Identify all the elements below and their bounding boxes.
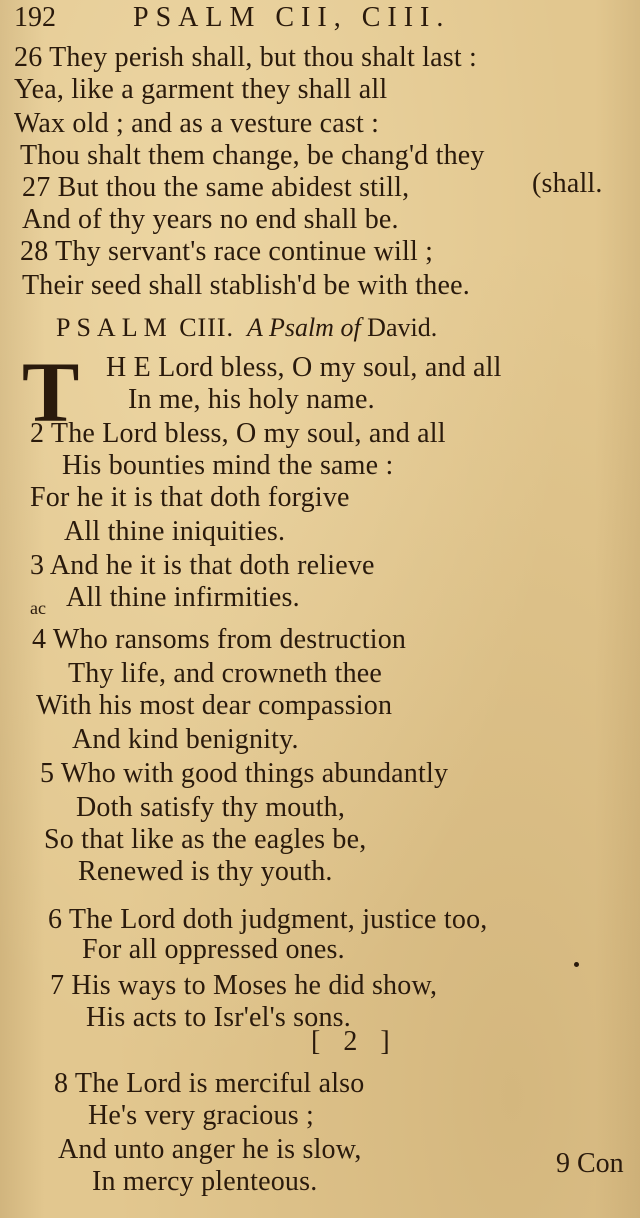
running-head: PSALM CII, CIII. (133, 2, 451, 33)
verse-line: Wax old ; and as a vesture cast : (14, 108, 380, 139)
verse-line: Thy life, and crowneth thee (68, 658, 383, 689)
catchword: 9 Con (556, 1148, 624, 1179)
page-number: 192 (14, 2, 56, 33)
psalm-number: CIII. (179, 313, 235, 342)
psalm-author: David. (367, 313, 438, 342)
verse-line: Renewed is thy youth. (78, 856, 333, 887)
verse-line: (shall. (532, 168, 603, 199)
verse-line: 2 The Lord bless, O my soul, and all (30, 418, 446, 449)
margin-mark: ac (30, 598, 46, 618)
verse-line: So that like as the eagles be, (44, 824, 367, 855)
verse-line: And unto anger he is slow, (58, 1134, 362, 1165)
ink-dot (574, 962, 579, 967)
verse-line: 4 Who ransoms from destruction (32, 624, 407, 655)
verse-line: In me, his holy name. (128, 384, 375, 415)
verse-line: Their seed shall stablish'd be with thee. (22, 270, 470, 301)
drop-cap-letter: T (22, 344, 80, 440)
psalm-103-heading (56, 312, 437, 344)
verse-line: And kind benignity. (72, 724, 299, 755)
verse-line: 7 His ways to Moses he did show, (50, 970, 438, 1001)
psalm-word: PSALM (56, 313, 173, 342)
psalm-subtitle: A Psalm of (247, 313, 361, 342)
verse-line: Thou shalt them change, be chang'd they (20, 140, 485, 171)
verse-line: H E Lord bless, O my soul, and all (106, 352, 502, 383)
verse-line: For he it is that doth forgive (30, 482, 350, 513)
verse-line: 27 But thou the same abidest still, (22, 172, 410, 203)
verse-line: 28 Thy servant's race continue will ; (20, 236, 434, 267)
verse-line: Yea, like a garment they shall all (14, 74, 388, 105)
verse-line: And of thy years no end shall be. (22, 204, 399, 235)
verse-line: 5 Who with good things abundantly (40, 758, 449, 789)
verse-line: His acts to Isr'el's sons. (86, 1002, 351, 1033)
verse-line: He's very gracious ; (88, 1100, 314, 1131)
verse-line: Doth satisfy thy mouth, (76, 792, 346, 823)
verse-line: His bounties mind the same : (62, 450, 394, 481)
verse-line: All thine infirmities. (66, 582, 300, 613)
verse-line: In mercy plenteous. (92, 1166, 318, 1197)
verse-line: 3 And he it is that doth relieve (30, 550, 375, 581)
verse-line: With his most dear compassion (36, 690, 393, 721)
verse-line: 8 The Lord is merciful also (54, 1068, 365, 1099)
verse-line: 6 The Lord doth judgment, justice too, (48, 904, 488, 935)
verse-line: All thine iniquities. (64, 516, 286, 547)
verse-line: 26 They perish shall, but thou shalt last : (14, 42, 478, 73)
verse-line: For all oppressed ones. (82, 934, 345, 965)
signature-mark: [ 2 ] (311, 1026, 398, 1057)
